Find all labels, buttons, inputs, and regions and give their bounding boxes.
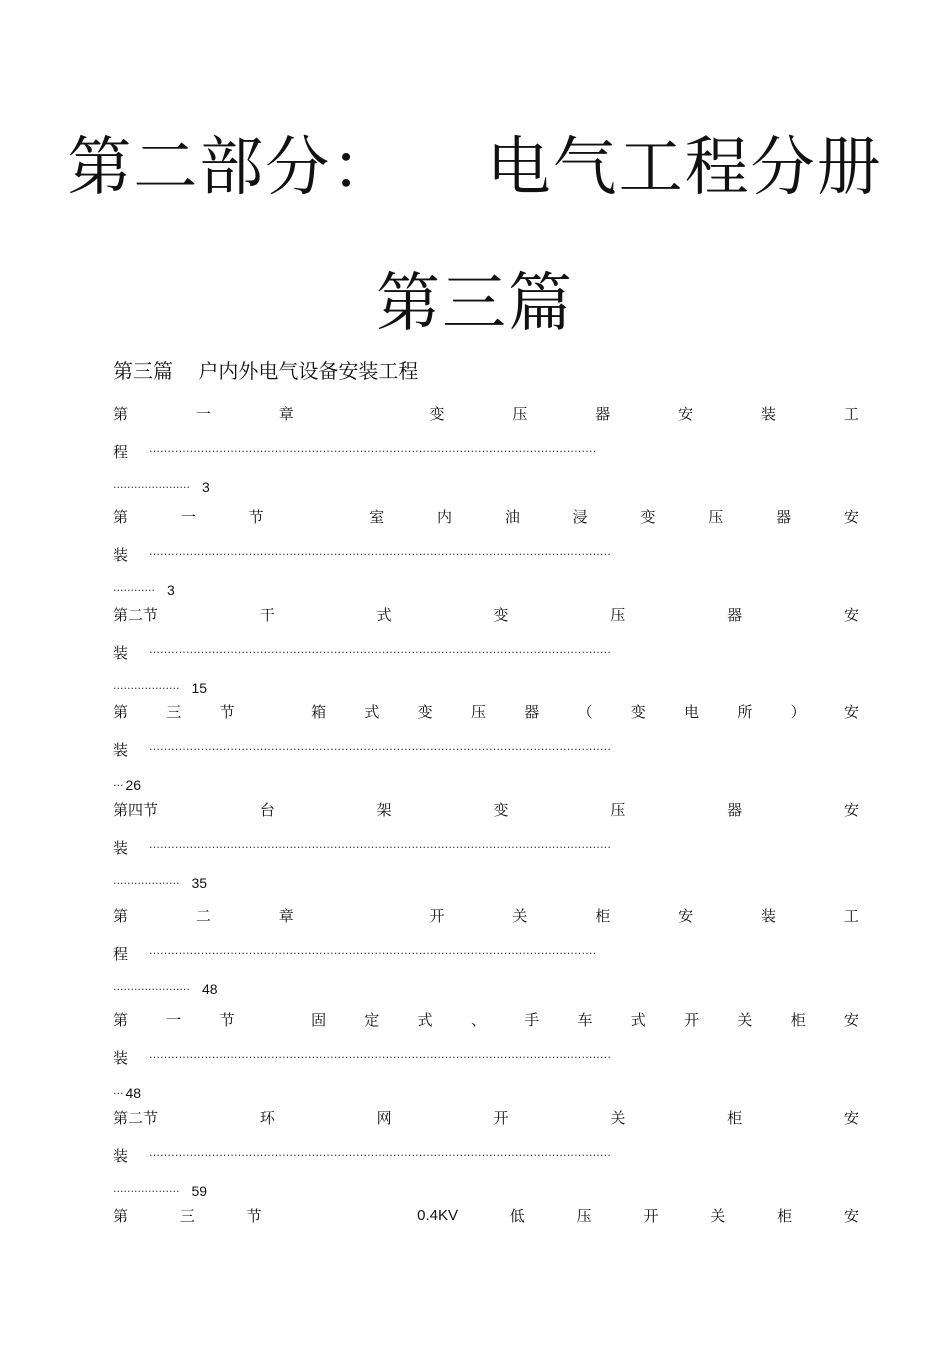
toc-title-char: 油: [504, 507, 520, 526]
toc-leader-dots: ···················: [113, 1184, 180, 1198]
toc-entry-title: [113, 601, 859, 627]
toc-leader-dots: ·························································································································: [149, 946, 597, 960]
toc-entry-continuation: [113, 1044, 859, 1070]
toc-title-char: 器: [776, 507, 792, 526]
toc-title-char: 室: [369, 507, 385, 526]
toc-title-char: 第: [113, 906, 129, 925]
toc-title-char: 柜: [727, 1108, 743, 1127]
toc-continuation-char: 装: [113, 643, 129, 662]
toc-entry-title: [113, 902, 859, 928]
toc-title-char: 第: [113, 507, 129, 526]
toc-leader-dots: ······················: [113, 480, 190, 494]
toc-title-char: 关: [610, 1108, 626, 1127]
toc-title-char: 变: [417, 702, 433, 721]
toc-title-char: 固: [311, 1010, 327, 1029]
toc-title-char: 节: [219, 1010, 235, 1029]
toc-continuation-char: 程: [113, 442, 129, 461]
toc-title-char: 关: [737, 1010, 753, 1029]
toc-title-char: 一: [180, 507, 196, 526]
toc-entry-continuation: [113, 940, 859, 966]
toc-entry-title: [113, 400, 859, 426]
toc-leader-dots: ············: [113, 583, 155, 597]
toc-title-char: 安: [843, 800, 859, 819]
toc-title-char: 第: [113, 1206, 129, 1225]
toc-leader-dots: ···: [113, 778, 124, 792]
toc-title-char: 节: [219, 702, 235, 721]
toc-entry[interactable]: [113, 400, 859, 498]
toc-title-char: 二: [195, 906, 211, 925]
toc-title-char: 手: [524, 1010, 540, 1029]
toc-page-line: [113, 1180, 859, 1202]
toc-title-char: 环: [259, 1108, 275, 1127]
toc-title-char: 第二节: [113, 1108, 159, 1127]
toc-title-char: 第二节: [113, 605, 159, 624]
toc-leader-dots: ·························································································································: [149, 444, 597, 458]
toc-continuation-char: 装: [113, 838, 129, 857]
toc-title-char: 工: [843, 906, 859, 925]
toc-entry-title: [113, 1104, 859, 1130]
toc-title-char: 第: [113, 404, 129, 423]
toc-leader-dots: ·····························································································································: [149, 742, 612, 756]
toc-title-char: 箱: [311, 702, 327, 721]
toc-title-char: 安: [843, 702, 859, 721]
toc-page-line: [113, 978, 859, 1000]
toc-page-line: [113, 1082, 859, 1104]
toc-title-char: 干: [259, 605, 275, 624]
toc-title-char: 浸: [572, 507, 588, 526]
toc-title-char: 一: [166, 1010, 182, 1029]
toc-title-char: 变: [429, 404, 445, 423]
toc-title-char: 式: [376, 605, 392, 624]
toc-page-number: 3: [201, 479, 210, 495]
toc-title-char: 一: [195, 404, 211, 423]
toc-entry[interactable]: [113, 601, 859, 699]
toc-title-char: 安: [678, 404, 694, 423]
toc-title-char: 装: [760, 906, 776, 925]
part-title: 第二部分： 电气工程分册: [67, 131, 883, 205]
volume-title: 第三篇: [376, 267, 574, 341]
toc-page-number: 48: [125, 1085, 142, 1101]
toc-title-char: 变: [640, 507, 656, 526]
toc-leader-dots: ···················: [113, 876, 180, 890]
toc-title-char: 器: [524, 702, 540, 721]
toc-entry[interactable]: [113, 698, 859, 796]
toc-title-char: 器: [595, 404, 611, 423]
toc-title-char: 压: [470, 702, 486, 721]
toc-title-char: 柜: [595, 906, 611, 925]
toc-title-char: 装: [760, 404, 776, 423]
toc-title-char: 柜: [777, 1206, 793, 1225]
toc-title-char: 安: [843, 605, 859, 624]
toc-title-char: 式: [630, 1010, 646, 1029]
toc-page-line: [113, 579, 859, 601]
toc-title-char: 关: [512, 906, 528, 925]
toc-leader-dots: ···: [113, 1086, 124, 1100]
toc-leader-dots: ······················: [113, 982, 190, 996]
toc-entry-title: [113, 796, 859, 822]
toc-title-char: 节: [246, 1206, 262, 1225]
toc-title-char: （: [577, 702, 593, 721]
toc-title-char: 柜: [790, 1010, 806, 1029]
toc-entry-continuation: [113, 438, 859, 464]
toc-title-char: 关: [710, 1206, 726, 1225]
toc-leader-dots: ·····························································································································: [149, 645, 612, 659]
toc-title-char: 节: [248, 507, 264, 526]
toc-leader-dots: ·····························································································································: [149, 1050, 612, 1064]
toc-page-line: [113, 872, 859, 894]
toc-entry[interactable]: [113, 902, 859, 1000]
toc-entry[interactable]: [113, 1202, 859, 1228]
toc-title-char: 式: [417, 1010, 433, 1029]
toc-title-char: 压: [576, 1206, 592, 1225]
toc-title-char: 章: [278, 404, 294, 423]
toc-page-number: 59: [191, 1183, 208, 1199]
toc-page-number: 48: [201, 981, 218, 997]
toc-title-char: 0.4KV: [417, 1206, 458, 1224]
toc-entry-title: [113, 1006, 859, 1032]
toc-entry-title: [113, 503, 859, 529]
toc-title-char: 内: [437, 507, 453, 526]
toc-entry-title: [113, 698, 859, 724]
toc-title-char: 第四节: [113, 800, 159, 819]
toc-entry-continuation: [113, 639, 859, 665]
toc-continuation-char: 装: [113, 740, 129, 759]
toc-title-char: 安: [678, 906, 694, 925]
toc-title-char: 压: [512, 404, 528, 423]
toc-leader-dots: ·····························································································································: [149, 1148, 612, 1162]
toc-title-char: 三: [166, 702, 182, 721]
toc-title-char: 变: [493, 800, 509, 819]
toc-entry-continuation: [113, 541, 859, 567]
toc-title-char: 压: [610, 800, 626, 819]
toc-entry-continuation: [113, 1142, 859, 1168]
toc-title-char: 开: [684, 1010, 700, 1029]
toc-title-char: 车: [577, 1010, 593, 1029]
toc-title-char: 工: [843, 404, 859, 423]
toc-title-char: 安: [843, 1206, 859, 1225]
toc-entry-continuation: [113, 736, 859, 762]
toc-title-char: 变: [630, 702, 646, 721]
toc-title-char: 低: [509, 1206, 525, 1225]
toc-title-char: 变: [493, 605, 509, 624]
toc-title-char: 所: [737, 702, 753, 721]
toc-title-char: 开: [429, 906, 445, 925]
toc-entry-title: [113, 1202, 859, 1228]
toc-leader-dots: ·····························································································································: [149, 840, 612, 854]
toc-entry[interactable]: [113, 1104, 859, 1202]
toc-entry-continuation: [113, 834, 859, 860]
toc-title-char: 安: [843, 507, 859, 526]
toc-page-line: [113, 677, 859, 699]
toc-title-char: 网: [376, 1108, 392, 1127]
section-title: 第三篇 户内外电气设备安装工程: [113, 359, 419, 383]
toc-continuation-char: 装: [113, 1146, 129, 1165]
toc-title-char: 第: [113, 702, 129, 721]
toc-page-number: 35: [191, 875, 208, 891]
toc-entry[interactable]: [113, 1006, 859, 1104]
toc-leader-dots: ···················: [113, 681, 180, 695]
toc-title-char: 电: [684, 702, 700, 721]
toc-title-char: 安: [843, 1010, 859, 1029]
toc-entry[interactable]: [113, 796, 859, 894]
toc-continuation-char: 装: [113, 545, 129, 564]
toc-continuation-char: 程: [113, 944, 129, 963]
toc-title-char: 第: [113, 1010, 129, 1029]
toc-title-char: 三: [179, 1206, 195, 1225]
toc-title-char: 开: [643, 1206, 659, 1225]
toc-title-char: 压: [610, 605, 626, 624]
toc-page-line: [113, 774, 859, 796]
toc-title-char: 开: [493, 1108, 509, 1127]
toc-continuation-char: 装: [113, 1048, 129, 1067]
toc-page-number: 26: [125, 777, 142, 793]
toc-title-char: 安: [843, 1108, 859, 1127]
toc-title-char: 定: [364, 1010, 380, 1029]
toc-page-number: 15: [191, 680, 208, 696]
toc-title-char: 架: [376, 800, 392, 819]
toc-title-char: ）: [790, 702, 806, 721]
toc-title-char: 台: [259, 800, 275, 819]
toc-title-char: 器: [727, 800, 743, 819]
toc-title-char: 器: [727, 605, 743, 624]
toc-title-char: 、: [470, 1010, 486, 1029]
toc-title-char: 式: [364, 702, 380, 721]
toc-title-char: 压: [708, 507, 724, 526]
toc-page-line: [113, 476, 859, 498]
toc-leader-dots: ·····························································································································: [149, 547, 612, 561]
toc-entry[interactable]: [113, 503, 859, 601]
toc-title-char: 章: [278, 906, 294, 925]
toc-page-number: 3: [166, 582, 175, 598]
